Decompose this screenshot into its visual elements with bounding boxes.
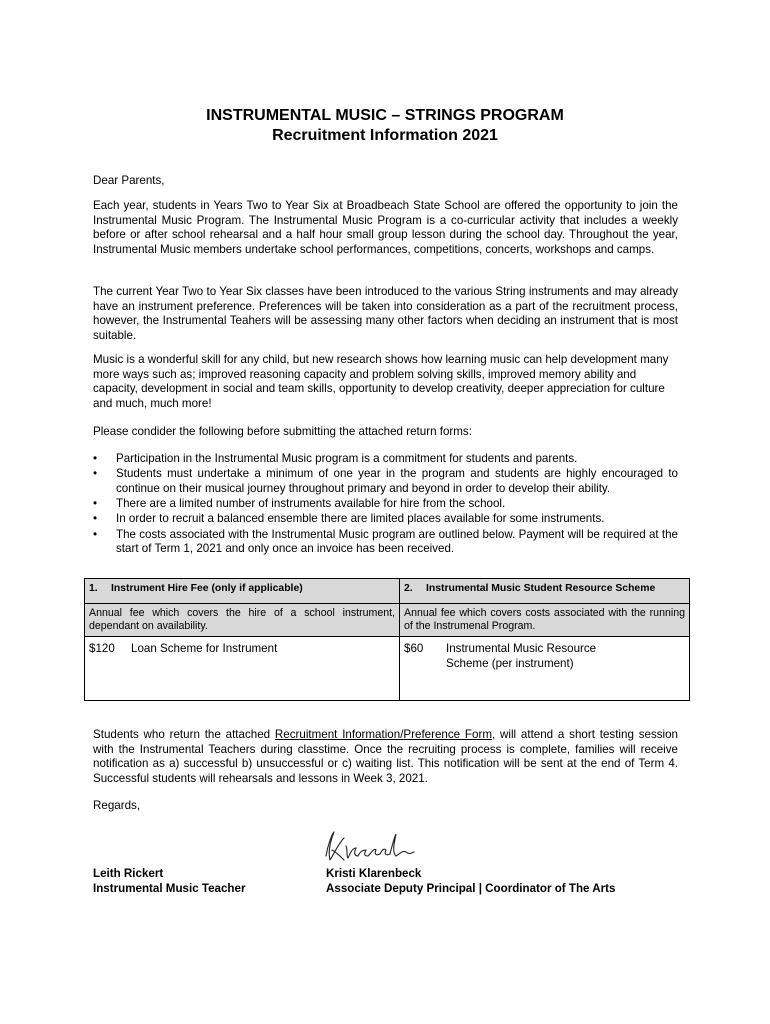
signatory-role: Associate Deputy Principal | Coordinator of The Arts — [326, 882, 616, 895]
instrument-hire-price — [85, 637, 400, 701]
resource-scheme-header — [400, 579, 690, 604]
signatory-name: Kristi Klarenbeck — [326, 867, 422, 880]
preference-form-link[interactable]: Recruitment Information/Preference Form — [274, 728, 492, 741]
table-row — [85, 604, 690, 637]
signatory-teacher — [93, 866, 245, 896]
price-amount: $60 — [404, 642, 424, 655]
regards: Regards, — [93, 799, 141, 812]
fees-table — [84, 578, 690, 701]
instrument-hire-header — [85, 579, 400, 604]
closing-text: Students who return the attached — [93, 728, 275, 741]
list-item: • There are a limited number of instruments available for hire from the school. — [93, 497, 678, 512]
signature-image — [320, 826, 420, 868]
list-item: • The costs associated with the Instrumental Music program are outlined below. Payment will be required at the start of Term 1, 2021 and only once an invoice has been received. — [93, 528, 678, 557]
consideration-list — [93, 452, 678, 557]
paragraph-benefits: Music is a wonderful skill for any child, but new research shows how learning music can help development many more ways such as; improved reasoning capacity and problem solving skills, improved memory ability and capacity, development in social and team skills, opportunity to develop creativity, deeper appreciation for culture and much, much more! — [93, 353, 669, 411]
table-row — [85, 579, 690, 604]
header-label: Instrument Hire Fee (only if applicable) — [111, 583, 303, 594]
signatory-principal — [326, 866, 615, 896]
resource-scheme-description: Annual fee which covers costs associated with the running of the Instrumenal Program. — [400, 604, 690, 637]
header-label: Instrumental Music Student Resource Scheme — [426, 583, 656, 594]
closing-text: , will attend a short testing session with the Instrumental Teachers during classtime. Once the recruiting process is complete, families will receive notification as a) successful b) unsuccessful or c) waiting list. This notification will be sent at the end of Term 4. Successful students will rehearsals and lessons in Week 3, 2021. — [93, 728, 679, 786]
document-subtitle: Recruitment Information 2021 — [272, 127, 498, 144]
resource-scheme-price — [400, 637, 690, 701]
price-item: Loan Scheme for Instrument — [131, 642, 278, 655]
paragraph-consider: Please condider the following before submitting the attached return forms: — [93, 425, 472, 438]
document-title: INSTRUMENTAL MUSIC – STRINGS PROGRAM — [206, 107, 564, 124]
signatory-role: Instrumental Music Teacher — [93, 882, 246, 895]
salutation: Dear Parents, — [93, 174, 165, 187]
paragraph-intro: Each year, students in Years Two to Year Six at Broadbeach State School are offered the opportunity to join the Instrumental Music Program. The Instrumental Music Program is a co-curricular activity that includes a weekly before or after school rehearsal and a half hour small group lesson during the school day. Throughout the year, Instrumental Music members undertake school performances, competitions, concerts, workshops and camps. — [93, 199, 678, 257]
header-number: 2. — [404, 583, 413, 594]
table-row — [85, 637, 690, 701]
price-amount: $120 — [89, 642, 115, 655]
list-item: • Students must undertake a minimum of one year in the program and students are highly encouraged to continue on their musical journey throughout primary and beyond in order to develop their ability. — [93, 467, 678, 496]
header-number: 1. — [89, 583, 98, 594]
paragraph-testing-session — [93, 728, 678, 787]
instrument-hire-description: Annual fee which covers the hire of a school instrument, dependant on availability. — [85, 604, 400, 637]
list-item: • In order to recruit a balanced ensemble there are limited places available for some instruments. — [93, 512, 678, 527]
signatory-name: Leith Rickert — [93, 867, 164, 880]
list-item: • Participation in the Instrumental Music program is a commitment for students and parents. — [93, 452, 678, 467]
paragraph-preferences: The current Year Two to Year Six classes have been introduced to the various String instruments and may already have an instrument preference. Preferences will be taken into consideration as a part of the recruitment process, however, the Instrumental Teahers will be assessing many other factors when deciding an instrument that is most suitable. — [93, 285, 678, 343]
price-item: Instrumental Music Resource Scheme (per instrument) — [446, 642, 597, 670]
